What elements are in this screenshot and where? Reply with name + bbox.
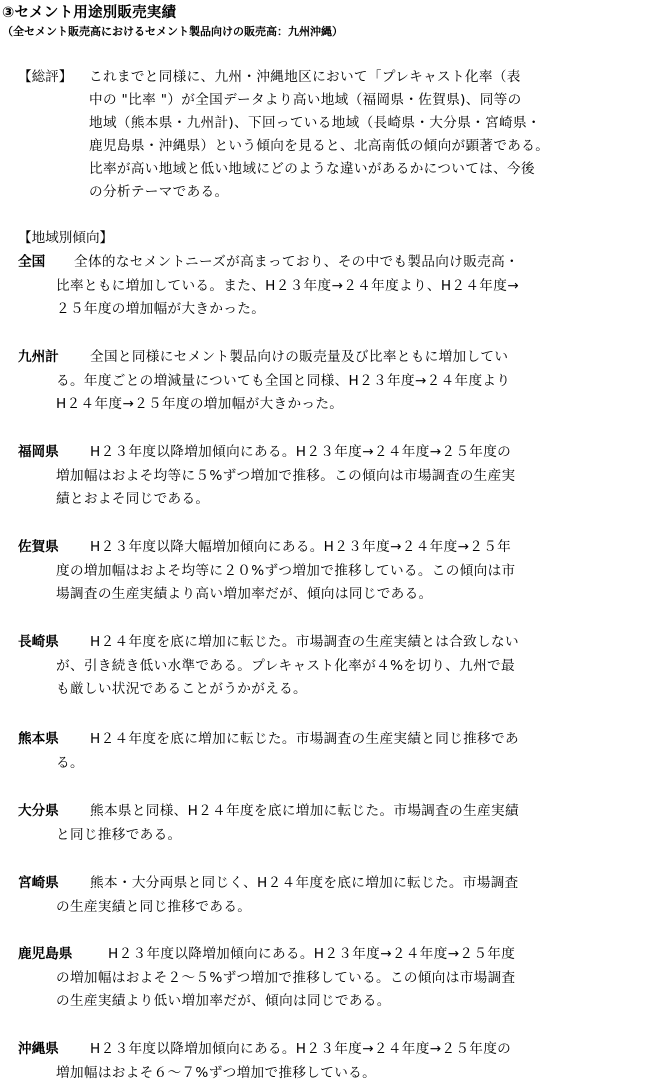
summary-label: 【総評】 <box>18 69 73 85</box>
region-name: 全国 <box>18 254 46 270</box>
region-description: H２３年度以降増加傾向にある。H２３年度→２４年度→２５年度 の増加幅はおよそ２～５%ずつ増加で推移している。この傾向は市場調査 の生産実績より低い増加率だが、傾向は同じである。 <box>56 946 516 1009</box>
summary-text: これまでと同様に、九州・沖縄地区において「プレキャスト化率（表 中の "比率 "）が全国データより高い地域（福岡県・佐賀県)、同等の 地域（熊本県・九州計)、下回っている地域（長崎県・大分県・宮崎県・ 鹿児島県・沖縄県）という傾向を見ると、北高南低の傾向が顕著である。 比率が高い地域と低い地域にどのような違いがあるかについては、今後 の分析テーマである。 <box>89 69 550 200</box>
region-trends-header: 【地域別傾向】 <box>18 230 114 246</box>
region-description: 全体的なセメントニーズが高まっており、その中でも製品向け販売高・ 比率ともに増加している。また、H２３年度→２４年度より、H２４年度→ ２５年度の増加幅が大きかった。 <box>56 254 519 317</box>
region-name: 九州計 <box>18 349 59 365</box>
document-title: ③セメント用途別販売実績 <box>2 5 177 21</box>
region-name: 福岡県 <box>18 444 59 460</box>
region-description: H２３年度以降増加傾向にある。H２３年度→２４年度→２５年度の 増加幅はおよそ均等に５%ずつ増加で推移。この傾向は市場調査の生産実 績とおよそ同じである。 <box>56 444 516 507</box>
region-name: 佐賀県 <box>18 539 59 555</box>
region-name: 大分県 <box>18 803 59 819</box>
document-subtitle: （全セメント販売高におけるセメント製品向けの販売高：九州沖縄） <box>2 25 343 38</box>
region-description: 熊本県と同様、H２４年度を底に増加に転じた。市場調査の生産実績 と同じ推移である。 <box>56 803 519 843</box>
region-description: H２３年度以降増加傾向にある。H２３年度→２４年度→２５年度の 増加幅はおよそ６～７%ずつ増加で推移している。 <box>56 1041 512 1081</box>
region-name: 長崎県 <box>18 634 59 650</box>
region-description: H２３年度以降大幅増加傾向にある。H２３年度→２４年度→２５年 度の増加幅はおよそ均等に２０%ずつ増加で推移している。この傾向は市 場調査の生産実績より高い増加率だが、傾向は同じである。 <box>56 539 516 602</box>
region-name: 鹿児島県 <box>18 946 73 962</box>
region-name: 宮崎県 <box>18 875 59 891</box>
region-description: 熊本・大分両県と同じく、H２４年度を底に増加に転じた。市場調査 の生産実績と同じ推移である。 <box>56 875 519 915</box>
region-description: 全国と同様にセメント製品向けの販売量及び比率ともに増加してい る。年度ごとの増減量についても全国と同様、H２３年度→２４年度より H２４年度→２５年度の増加幅が大きかった。 <box>56 349 511 412</box>
region-description: H２４年度を底に増加に転じた。市場調査の生産実績と同じ推移であ る。 <box>56 731 519 771</box>
region-name: 沖縄県 <box>18 1041 59 1057</box>
region-name: 熊本県 <box>18 731 59 747</box>
region-description: H２４年度を底に増加に転じた。市場調査の生産実績とは合致しない が、引き続き低い水準である。プレキャスト化率が４%を切り、九州で最 も厳しい状況であることがうかがえる。 <box>56 634 519 697</box>
